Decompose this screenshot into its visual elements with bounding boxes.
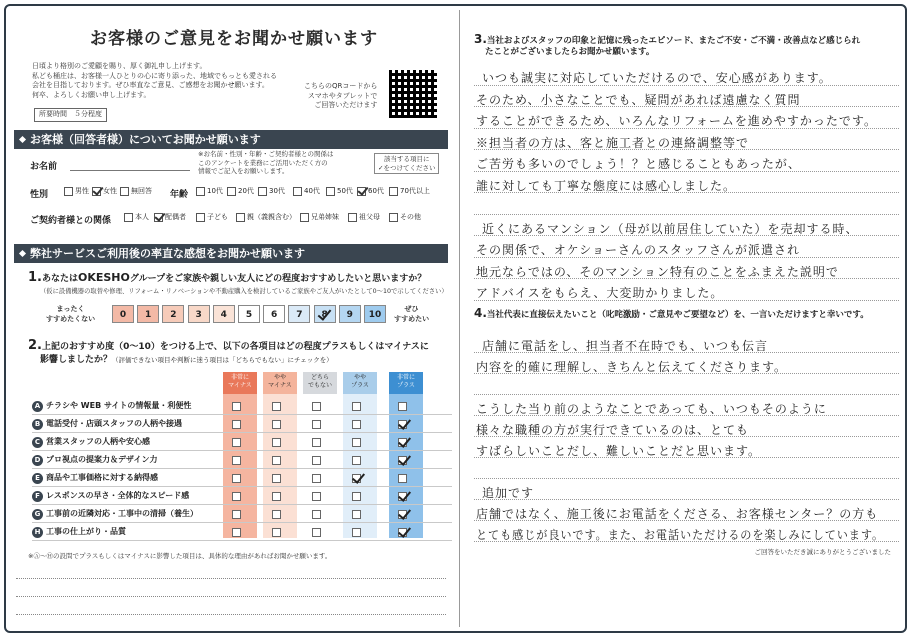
note-line: ※お名前・性別・年齢・ご契約者様との関係は [198, 150, 334, 158]
age-50s[interactable] [326, 186, 353, 196]
checkbox-checked[interactable] [398, 420, 407, 429]
column-header-line: マイナス [268, 382, 292, 389]
page-title: お客様のご意見をお聞かせ願います [90, 29, 378, 49]
scale-option-4[interactable]: 4 [213, 305, 235, 323]
gender-no-answer[interactable] [120, 186, 152, 196]
checkbox[interactable] [398, 474, 407, 483]
checkbox[interactable] [272, 438, 281, 447]
checkbox[interactable] [232, 456, 241, 465]
time-label: 所要時間 ５分程度 [34, 108, 107, 122]
relation-spouse[interactable] [154, 212, 186, 222]
answer-line[interactable] [16, 614, 446, 615]
age-30s[interactable] [258, 186, 285, 196]
row-label: チラシや WEB サイトの情報量・利便性 [46, 401, 192, 410]
handwritten-answer: 内容を的確に理解し、きちんと伝えてくださります。 [476, 360, 788, 374]
row-badge: C [32, 437, 43, 448]
option-label: 60代 [368, 187, 384, 195]
age-60s[interactable] [357, 186, 384, 196]
row-label: プロ視点の提案力＆デザイン力 [46, 455, 158, 464]
right-page [464, 6, 905, 631]
column-header-line: 非常に [396, 374, 415, 381]
column-header-line: どちら [310, 374, 329, 381]
section-title: お客様（回答者様）についてお聞かせ願います [30, 133, 261, 146]
checkbox[interactable] [232, 528, 241, 537]
column-header-line: でもない [307, 382, 332, 389]
ruled-line [474, 478, 899, 479]
question-2-line2 [40, 355, 333, 366]
option-label: 本人 [135, 213, 149, 221]
relation-child[interactable] [196, 212, 228, 222]
checkbox[interactable] [352, 528, 361, 537]
option-label: 兄弟姉妹 [311, 213, 339, 221]
row-label: 電話受付・店頭スタッフの人柄や接遇 [46, 419, 182, 428]
handwritten-answer: 追加です [482, 486, 535, 500]
checkbox-checked[interactable] [398, 528, 407, 537]
checkbox[interactable] [272, 492, 281, 501]
relation-self[interactable] [124, 212, 149, 222]
checkbox[interactable] [120, 187, 129, 196]
option-label: 30代 [269, 187, 285, 195]
age-40s[interactable] [293, 186, 320, 196]
column-header-line: マイナス [228, 382, 252, 389]
scale-option-10[interactable]: 10 [364, 305, 386, 323]
question-text: たことがございましたらお聞かせ願います。 [485, 47, 655, 57]
checkbox[interactable] [389, 187, 398, 196]
handwritten-answer: 店舗ではなく、施工後にお電話をくださる、お客様センター？の方も [476, 507, 879, 521]
checkbox[interactable] [352, 456, 361, 465]
row-label: 営業スタッフの人柄や安心感 [46, 437, 150, 446]
checkbox[interactable] [312, 492, 321, 501]
question-2 [28, 340, 429, 353]
checkbox[interactable] [232, 510, 241, 519]
ruled-line [474, 214, 899, 215]
name-label: お名前 [30, 162, 58, 172]
scale-option-8[interactable]: 8 [314, 305, 336, 323]
checkbox[interactable] [232, 438, 241, 447]
row-label: 商品や工事価格に対する納得感 [46, 473, 158, 482]
checkbox[interactable] [272, 510, 281, 519]
scale-line: まったく [56, 305, 85, 313]
handwritten-answer: 様々な職種の方が実行できているのは、とても [476, 423, 750, 437]
question-3 [474, 34, 894, 58]
gender-male[interactable] [64, 186, 89, 196]
question-1-note: （仮に設備機器の取替や修理、リフォーム・リノベーションや不動産購入を検討しているご家族やご友人がいたとして0〜10で示してください） [40, 288, 448, 295]
option-label: 子ども [207, 213, 228, 221]
question-text: 影響しましたか？ [40, 355, 113, 365]
option-label: 20代 [238, 187, 254, 195]
column-header-line: プラス [351, 382, 369, 389]
checkbox[interactable] [272, 528, 281, 537]
checkbox-checked[interactable] [357, 187, 366, 196]
scale-low-label [46, 305, 95, 324]
scale-option-3[interactable]: 3 [188, 305, 210, 323]
question-text: あなたは [41, 274, 78, 284]
checkbox[interactable] [272, 456, 281, 465]
row-label: 工事前の近隣対応・工事中の清掃（養生） [46, 509, 198, 518]
scale-option-1[interactable]: 1 [137, 305, 159, 323]
column-header [343, 372, 377, 394]
checkbox[interactable] [352, 510, 361, 519]
column-header-line: やや [353, 374, 366, 381]
checkbox[interactable] [312, 402, 321, 411]
note-line: このアンケートを業務にご活用いただく方の [198, 158, 328, 167]
footnote: ※Ⓐ〜Ⓗの設問でプラスもしくはマイナスに影響した項目は、具体的な理由があればお聞かせ願います。 [28, 552, 332, 560]
age-70s-plus[interactable] [389, 186, 430, 196]
intro-text [32, 62, 277, 100]
option-label: 配偶者 [165, 213, 186, 221]
checkbox-checked[interactable] [398, 510, 407, 519]
checkbox[interactable] [258, 187, 267, 196]
intro-line: 何卒、よろしくお願い申し上げます。 [32, 90, 151, 99]
checkbox[interactable] [272, 402, 281, 411]
handwritten-answer: することができるため、いろんなリフォームを進めやすかったです。 [476, 114, 877, 128]
scale-high-label [394, 305, 429, 324]
scale-option-9[interactable]: 9 [339, 305, 361, 323]
scale-line: ぜひ [404, 305, 419, 313]
relation-label: ご契約者様との関係 [30, 216, 112, 226]
question-2-note: （評価できない項目や判断に迷う項目は「どちらでもない」にチェックを） [112, 356, 333, 364]
checkbox[interactable] [326, 187, 335, 196]
handwritten-answer: すばらしいことだし、難しいことだと思います。 [476, 444, 762, 458]
checkbox-checked[interactable] [154, 213, 163, 222]
column-header-line: プラス [397, 382, 415, 389]
option-label: 祖父母 [359, 213, 380, 221]
handwritten-answer: とても感じが良いです。また、お電話いただけるのを楽しみにしています。 [476, 528, 885, 542]
question-text: 当社代表に直接伝えたいこと（叱咤激励・ご意見やご要望など）を、一言いただけますと幸いです。 [486, 310, 869, 320]
checkbox[interactable] [352, 438, 361, 447]
question-number: 2. [28, 338, 42, 353]
gender-female[interactable] [92, 186, 117, 196]
checkbox[interactable] [312, 510, 321, 519]
row-badge: G [32, 509, 43, 520]
intro-line: 日頃より格別のご愛顧を賜り、厚く御礼申し上げます。 [32, 62, 207, 70]
scale-option-2[interactable]: 2 [162, 305, 184, 323]
checkbox-checked[interactable] [398, 456, 407, 465]
scale-option-5[interactable]: 5 [238, 305, 260, 323]
age-label: 年齢 [170, 190, 189, 200]
scale-line: すすめたい [394, 314, 430, 323]
checkbox[interactable] [293, 187, 302, 196]
row-badge: B [32, 419, 43, 430]
checkbox[interactable] [232, 402, 241, 411]
handwritten-answer: 誰に対しても丁寧な態度には感心しました。 [476, 178, 737, 193]
handwritten-answer: 地元ならではの、そのマンション特有のことをふまえた説明で [476, 264, 839, 279]
ruled-line [474, 499, 899, 500]
option-label: 70代以上 [400, 187, 430, 195]
checkbox[interactable] [312, 420, 321, 429]
age-20s[interactable] [227, 186, 254, 196]
checkbox[interactable] [227, 187, 236, 196]
thanks-text: ご回答をいただき誠にありがとうございました [754, 548, 891, 556]
handwritten-answer: ※担当者の方は、客と施工者との連絡調整等で [476, 135, 750, 150]
checkbox[interactable] [124, 213, 133, 222]
row-badge: F [32, 491, 43, 502]
checkbox[interactable] [352, 492, 361, 501]
brand-name: OKESHO [78, 271, 130, 284]
checkbox[interactable] [312, 456, 321, 465]
scale-option-0[interactable]: 0 [112, 305, 134, 323]
option-label: 40代 [304, 187, 320, 195]
checkbox[interactable] [196, 213, 205, 222]
checkbox[interactable] [312, 474, 321, 483]
checkbox[interactable] [232, 474, 241, 483]
checkbox[interactable] [352, 402, 361, 411]
section-title: 弊社サービスご利用後の率直な感想をお聞かせ願います [30, 247, 305, 260]
customer-section-bar [14, 130, 448, 149]
option-label: 女性 [103, 187, 117, 195]
qr-caption-line: ご回答いただけます [314, 101, 378, 109]
relation-parent[interactable] [236, 212, 296, 222]
relation-other[interactable] [389, 212, 421, 222]
checkbox[interactable] [272, 420, 281, 429]
row-badge: A [32, 401, 43, 412]
answer-line[interactable] [16, 596, 446, 597]
intro-line: 会社を目指しております。ぜひ率直なご意見、ご感想をお聞かせ願います。 [32, 81, 269, 89]
option-label: その他 [400, 213, 421, 221]
checkbox[interactable] [196, 187, 205, 196]
qr-caption-line: スマホやタブレットで [307, 91, 378, 100]
handwritten-answer: その関係で、オケショーさんのスタッフさんが派遣され [476, 243, 801, 257]
column-header [263, 372, 297, 394]
handwritten-answer: 近くにあるマンション（母が以前居住していた）を売却する時、 [482, 221, 859, 236]
checkbox[interactable] [398, 402, 407, 411]
checkbox-checked[interactable] [352, 474, 361, 483]
note-line: 該当する項目に [383, 155, 430, 163]
question-text: 当社およびスタッフの印象と記憶に残ったエピソード、またご不安・ご不満・改善点など感じられ [486, 36, 861, 46]
option-label: 男性 [75, 187, 89, 195]
handwritten-answer: 店舗に電話をし、担当者不在時でも、いつも伝言 [482, 339, 769, 353]
customer-note [198, 150, 333, 176]
answer-line[interactable] [16, 578, 446, 579]
question-number: 4. [474, 306, 487, 320]
checkbox[interactable] [312, 438, 321, 447]
row-badge: D [32, 455, 43, 466]
handwritten-answer: そのため、小さなことでも、疑問があれば遠慮なく質問 [476, 92, 801, 107]
column-header [223, 372, 257, 394]
question-1 [28, 272, 426, 285]
checkbox[interactable] [352, 420, 361, 429]
handwritten-answer: こうした当り前のようなことであっても、いつもそのように [476, 402, 827, 416]
handwritten-answer: いつも誠実に対応していただけるので、安心感があります。 [482, 71, 832, 85]
intro-line: 私ども桶庄は、お客様一人ひとりの心に寄り添った、地域でもっとも愛される [32, 71, 277, 80]
gender-label: 性別 [30, 190, 49, 200]
option-label: 10代 [207, 187, 223, 195]
relation-grandparent[interactable] [348, 212, 380, 222]
option-label: 50代 [337, 187, 353, 195]
checkbox-checked[interactable] [398, 492, 407, 501]
checkbox[interactable] [236, 213, 245, 222]
service-section-bar [14, 244, 448, 263]
column-header [303, 372, 337, 394]
survey-sheet [4, 4, 907, 633]
option-label: 無回答 [131, 187, 152, 195]
note-line: ✓をつけてください [378, 163, 436, 172]
age-10s[interactable] [196, 186, 223, 196]
applicable-note [374, 153, 439, 174]
column-header-line: やや [273, 374, 286, 381]
check-mark-icon [317, 306, 331, 320]
question-text: グループをご家族や親しい友人にどの程度おすすめしたいと思いますか？ [129, 274, 427, 284]
question-number: 1. [28, 270, 42, 285]
checkbox-checked[interactable] [398, 438, 407, 447]
checkbox[interactable] [389, 213, 398, 222]
row-label: レスポンスの早さ・全体的なスピード感 [46, 491, 190, 500]
handwritten-answer: アドバイスをもらえ、大変助かりました。 [476, 286, 724, 300]
qr-caption-line: こちらのQRコードから [304, 82, 378, 90]
qr-code-icon[interactable] [389, 70, 437, 118]
column-header [389, 372, 423, 394]
row-badge: E [32, 473, 43, 484]
handwritten-answer: ご苦労も多いのでしょう！？と感じることもあったが、 [476, 157, 801, 171]
scale-line: すすめたくない [46, 314, 96, 323]
checkbox-checked[interactable] [92, 187, 101, 196]
checkbox[interactable] [312, 528, 321, 537]
scale-option-7[interactable]: 7 [288, 305, 310, 323]
checkbox[interactable] [232, 492, 241, 501]
checkbox[interactable] [300, 213, 309, 222]
note-line: 情報でご記入をお願いします。 [198, 167, 289, 175]
checkbox[interactable] [232, 420, 241, 429]
scale-option-6[interactable]: 6 [263, 305, 285, 323]
checkbox[interactable] [64, 187, 73, 196]
row-label: 工事の仕上がり・品質 [46, 527, 126, 536]
left-page [6, 6, 456, 631]
option-label: 親（義親含む） [247, 213, 296, 221]
question-text: 上記のおすすめ度（0〜10）をつける上で、以下の各項目はどの程度プラスもしくはマイナスに [41, 342, 429, 352]
ruled-line [474, 394, 899, 395]
qr-caption [304, 82, 377, 111]
checkbox[interactable] [272, 474, 281, 483]
relation-sibling[interactable] [300, 212, 339, 222]
page-divider [459, 10, 460, 627]
column-header-line: 非常に [230, 374, 249, 381]
checkbox[interactable] [348, 213, 357, 222]
name-field[interactable] [70, 170, 190, 171]
question-4 [474, 308, 904, 321]
row-badge: H [32, 527, 43, 538]
question-number: 3. [474, 32, 487, 46]
